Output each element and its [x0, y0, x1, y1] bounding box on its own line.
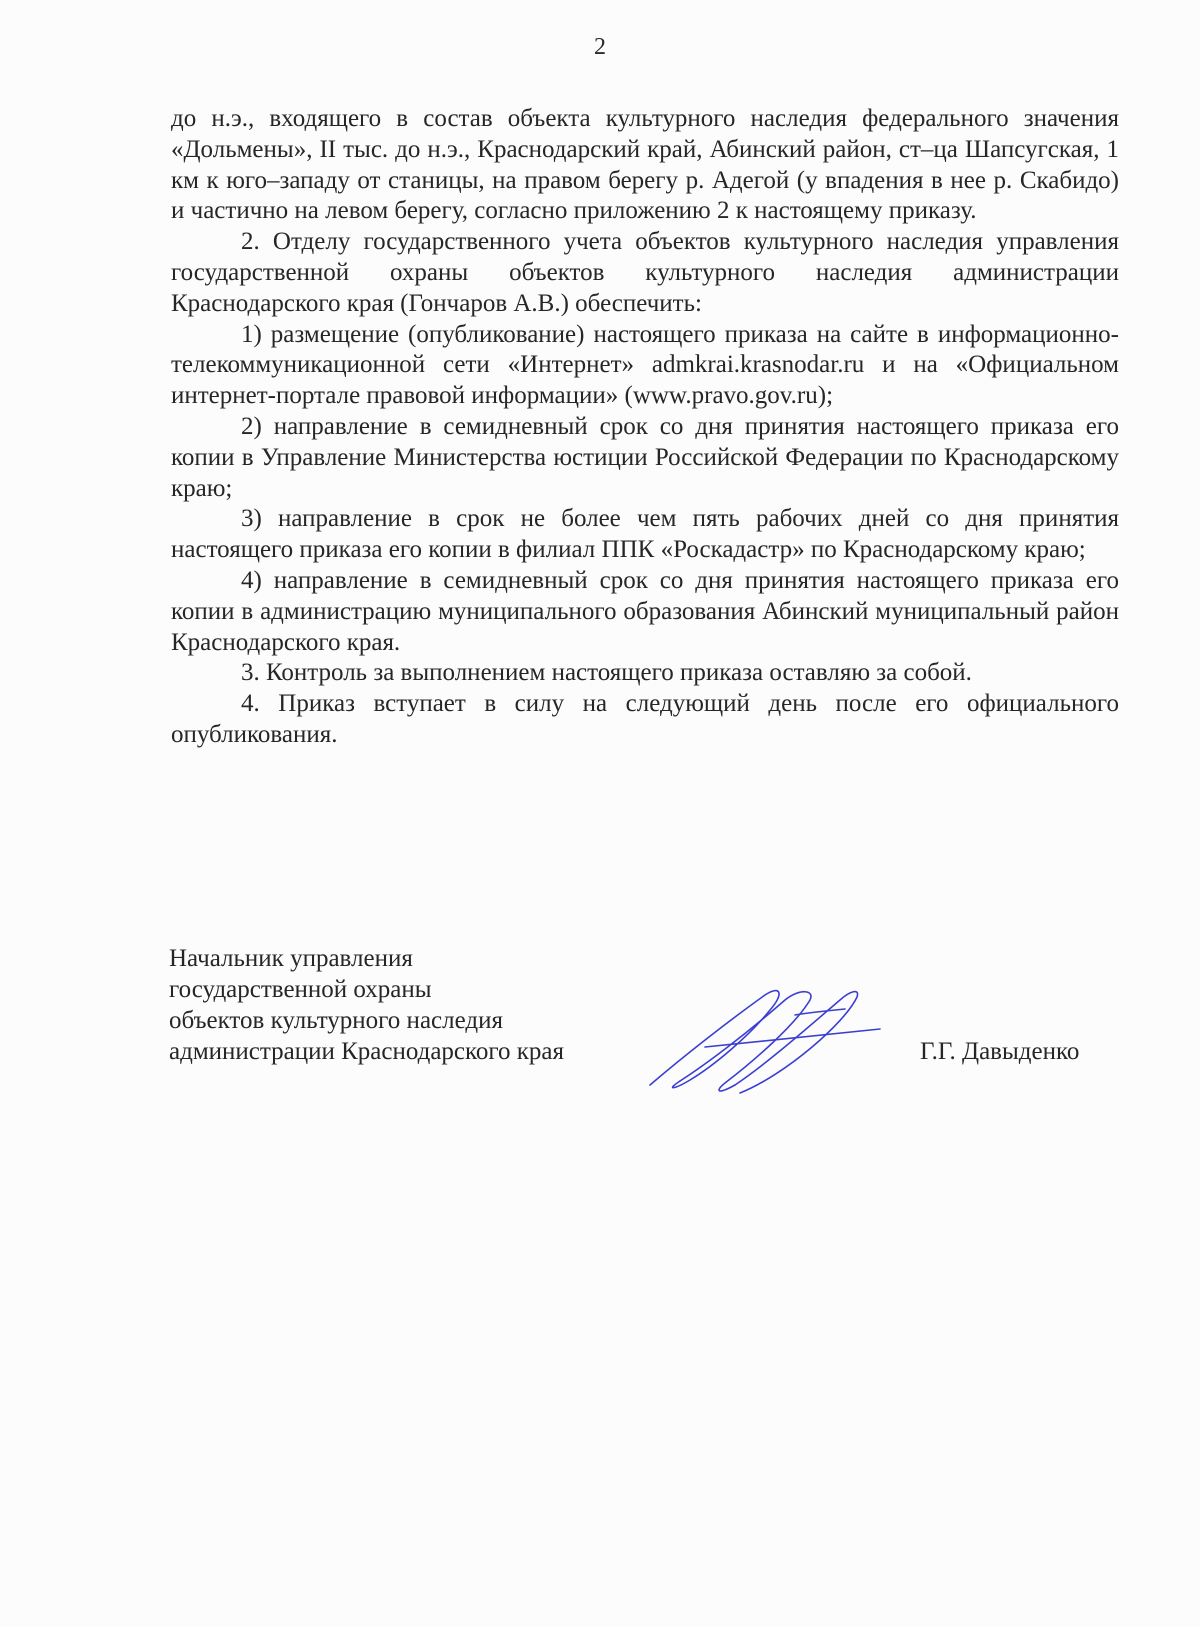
handwritten-signature — [645, 985, 895, 1100]
paragraph-subitem-1: 1) размещение (опубликование) настоящего приказа на сайте в информационно-телекоммуникационной сети «Интернет» admkrai.krasnodar.ru и на «Официальном интернет-портале правовой информации» (www.pravo.gov.ru); — [171, 320, 1119, 410]
signatory-title-line: Начальник управления — [169, 945, 413, 972]
document-body — [171, 104, 1119, 751]
paragraph-subitem-2: 2) направление в семидневный срок со дня принятия настоящего приказа его копии в Управление Министерства юстиции Российской Федерации по Краснодарскому краю; — [171, 412, 1119, 502]
signatory-title-line: объектов культурного наследия — [169, 1007, 503, 1034]
paragraph-subitem-3: 3) направление в срок не более чем пять рабочих дней со дня принятия настоящего приказа его копии в филиал ППК «Роскадастр» по Краснодарскому краю; — [171, 505, 1119, 564]
paragraph-subitem-4: 4) направление в семидневный срок со дня принятия настоящего приказа его копии в администрацию муниципального образования Абинский муниципальный район Краснодарского края. — [171, 566, 1119, 656]
signatory-name: Г.Г. Давыденко — [920, 1038, 1080, 1065]
page-number: 2 — [594, 34, 606, 60]
signatory-title-line: государственной охраны — [169, 976, 432, 1003]
signatory-title — [169, 943, 564, 1067]
paragraph-continuation: до н.э., входящего в состав объекта культурного наследия федерального значения «Дольмены», II тыс. до н.э., Краснодарский край, Абинский район, ст–ца Шапсугская, 1 км к юго–западу от станицы, на правом берегу р. Адегой (у впадения в нее р. Скабидо) и частично на левом берегу, согласно приложению 2 к настоящему приказу. — [171, 105, 1119, 225]
paragraph-item-3: 3. Контроль за выполнением настоящего приказа оставляю за собой. — [241, 659, 972, 687]
paragraph-item-4: 4. Приказ вступает в силу на следующий день после его официального опубликования. — [171, 690, 1119, 748]
paragraph-item-2: 2. Отделу государственного учета объектов культурного наследия управления государственной охраны объектов культурного наследия администрации Краснодарского края (Гончаров А.В.) обеспечить: — [171, 228, 1119, 317]
signatory-title-line: администрации Краснодарского края — [169, 1038, 565, 1065]
signature-ink — [650, 991, 880, 1093]
